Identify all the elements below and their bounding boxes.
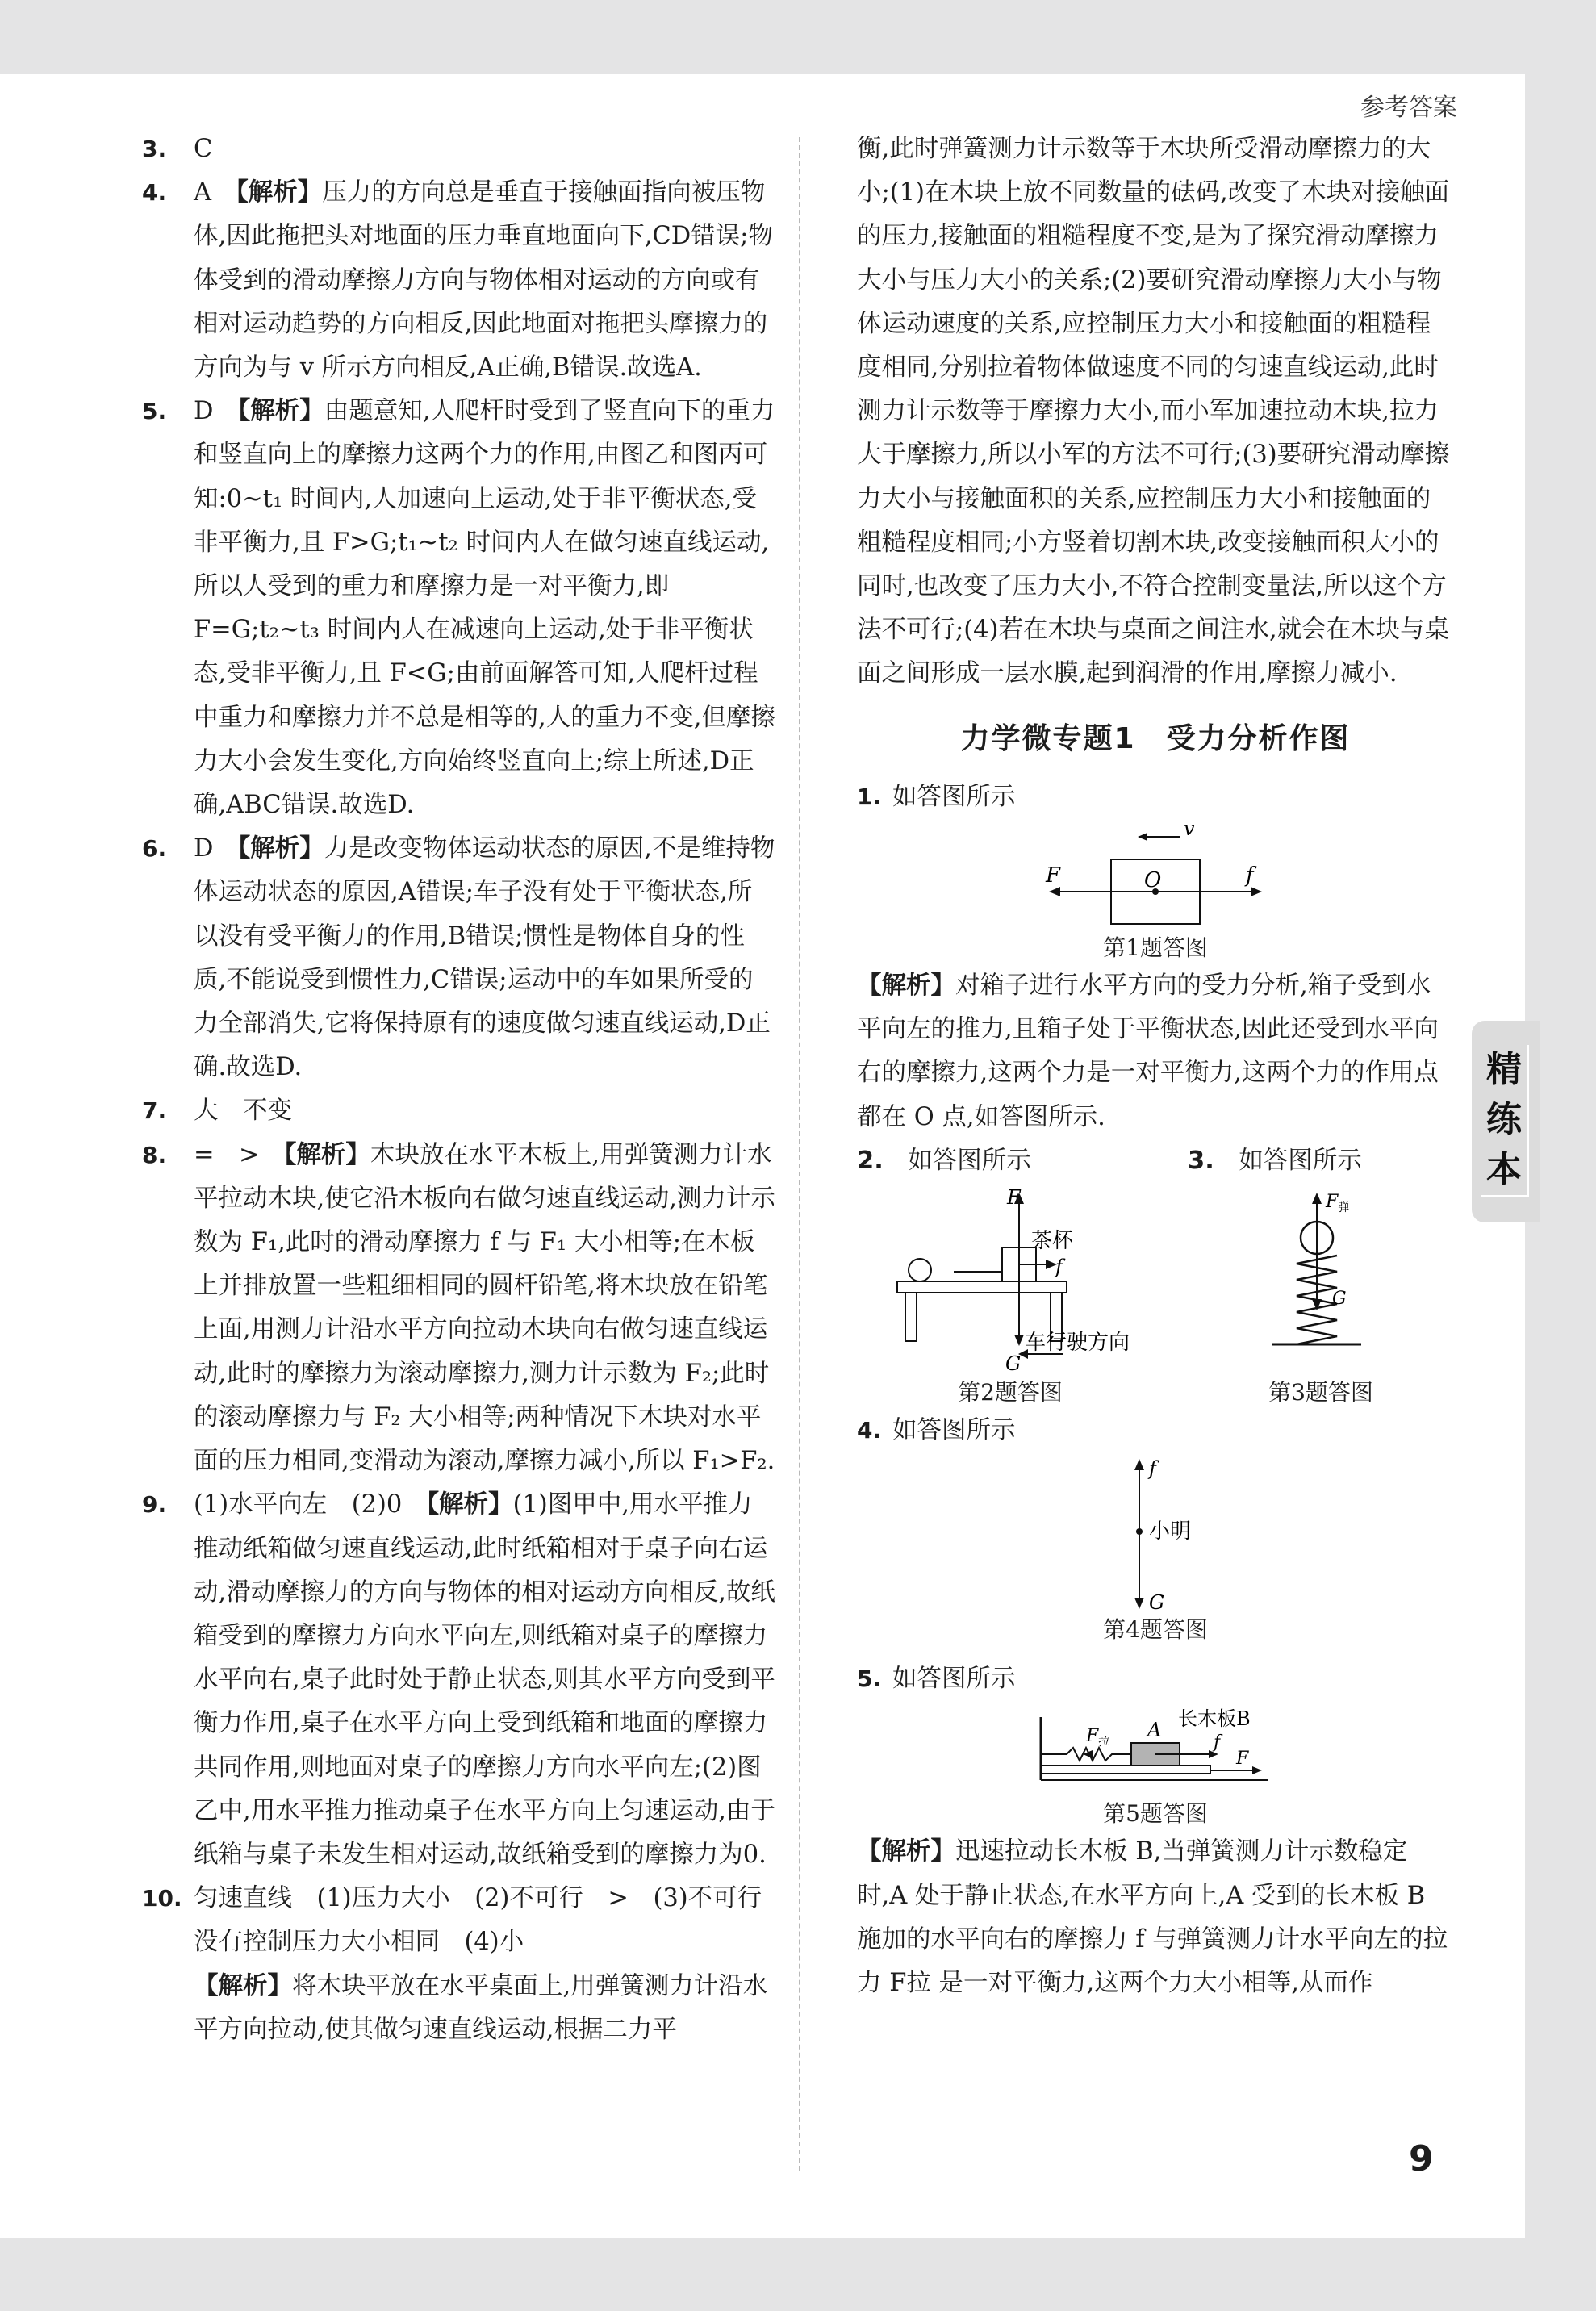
figure-item-3 xyxy=(1188,1139,1454,1409)
column-divider xyxy=(799,137,800,2171)
page-number: 9 xyxy=(1409,2138,1434,2179)
label-board: 长木板B xyxy=(1178,1707,1251,1731)
long-board-B xyxy=(1041,1766,1210,1774)
caption-1: 第1题答图 xyxy=(1103,934,1208,962)
item-number: 7. xyxy=(142,1097,167,1125)
item-number: 2. xyxy=(857,1146,884,1175)
side-tab-char: 练 xyxy=(1486,1099,1522,1140)
answer-item-6 xyxy=(139,827,776,1089)
item-answer: = > xyxy=(194,1140,285,1169)
force-F-arrowhead xyxy=(1049,887,1060,896)
analysis-tag: 【解析】 xyxy=(426,1490,513,1519)
force-G-arrowhead xyxy=(1134,1598,1144,1609)
analysis-text: 力是改变物体运动状态的原因,不是维持物体运动状态的原因,A错误;车子没有处于平衡状态,所以没有受平衡力的作用,B错误;惯性是物体自身的性质,不能说受到惯性力,C错误;运动中的车如果所受的力全部消失,它将保持原有的速度做匀速直线运动,D正确.故选D. xyxy=(194,834,775,1082)
answer-item-9 xyxy=(139,1483,776,1877)
item-text: 如答图所示 xyxy=(892,1665,1016,1694)
right-column xyxy=(857,127,1454,2005)
item-number: 8. xyxy=(142,1141,167,1168)
item-number: 5. xyxy=(857,1665,882,1693)
label-f: f xyxy=(1246,863,1254,888)
label-F: F xyxy=(1236,1749,1249,1770)
ball xyxy=(909,1259,931,1281)
force-f-arrowhead xyxy=(1251,887,1262,896)
caption-2: 第2题答图 xyxy=(958,1379,1063,1406)
analysis-tag: 【解析】 xyxy=(237,397,324,426)
item-text: 如答图所示 xyxy=(892,1416,1016,1445)
item-answer: D xyxy=(194,397,238,426)
analysis-tag: 【解析】 xyxy=(857,972,955,1001)
side-tab-char: 精 xyxy=(1486,1049,1522,1090)
item-text: 如答图所示 xyxy=(1239,1146,1362,1175)
table-top xyxy=(897,1281,1067,1293)
item-number: 3. xyxy=(142,136,167,162)
label-direction: 车行驶方向 xyxy=(1025,1331,1130,1356)
label-A: A xyxy=(1147,1719,1162,1742)
item-number: 6. xyxy=(142,835,167,863)
item-answer: 大 不变 xyxy=(194,1097,292,1126)
label-G: G xyxy=(1005,1352,1022,1376)
figure-2-cup-forces xyxy=(873,1183,1147,1377)
figure-5-board-forces xyxy=(1034,1701,1276,1798)
analysis-text: 压力的方向总是垂直于接触面指向被压物体,因此拖把头对地面的压力垂直地面向下,CD错误;物体受到的滑动摩擦力方向与物体相对运动的方向或有相对运动趋势的方向相反,因此地面对拖把头摩擦力的方向为与 v 所示方向相反,A正确,B错误.故选A. xyxy=(194,178,773,382)
force-f-arrowhead xyxy=(1134,1459,1144,1470)
figure-3-spring-forces xyxy=(1240,1183,1402,1377)
caption-3: 第3题答图 xyxy=(1268,1379,1373,1406)
label-F-pull: $F_拉$ xyxy=(1086,1726,1110,1749)
label-f: f xyxy=(1214,1732,1221,1753)
force-F-arrowhead xyxy=(1312,1193,1322,1204)
side-tab-char: 本 xyxy=(1486,1149,1522,1190)
figure-item-4 xyxy=(857,1409,1454,1452)
item-answer: (1)水平向左 (2)0 xyxy=(194,1490,427,1519)
label-cup: 茶杯 xyxy=(1031,1229,1074,1254)
answer-item-3 xyxy=(139,127,776,171)
label-O: O xyxy=(1144,868,1162,893)
table-leg-left xyxy=(905,1293,917,1341)
item-number: 1. xyxy=(857,783,882,810)
analysis-text: 对箱子进行水平方向的受力分析,箱子受到水平向左的推力,且箱子处于平衡状态,因此还受到水平向右的摩擦力,这两个力是一对平衡力,这两个力的作用点都在 O 点,如答图所示. xyxy=(857,972,1439,1131)
label-F: F xyxy=(1046,863,1061,888)
item-answer: C xyxy=(194,135,213,163)
label-v: v xyxy=(1184,819,1195,841)
label-F: F xyxy=(1007,1186,1021,1210)
label-f: f xyxy=(1149,1457,1156,1481)
analysis-tag: 【解析】 xyxy=(857,1837,955,1866)
analysis-tag: 【解析】 xyxy=(236,178,323,207)
label-G: G xyxy=(1149,1591,1165,1615)
item-number: 5. xyxy=(142,398,167,425)
answer-item-5 xyxy=(139,390,776,827)
item-text: 如答图所示 xyxy=(892,782,1016,811)
force-G-arrowhead xyxy=(1014,1335,1024,1346)
side-tab xyxy=(1472,1021,1540,1222)
figure-item-1 xyxy=(857,775,1454,819)
item-number: 4. xyxy=(857,1417,882,1444)
item-number: 4. xyxy=(142,179,167,207)
answer-item-7 xyxy=(139,1089,776,1133)
label-name: 小明 xyxy=(1149,1519,1192,1544)
answer-item-4 xyxy=(139,171,776,390)
force-F-arrowhead xyxy=(1252,1766,1262,1774)
figure-4-person-forces xyxy=(1075,1452,1236,1614)
caption-4: 第4题答图 xyxy=(1103,1616,1208,1644)
item-number: 10. xyxy=(142,1885,182,1912)
items-2-3-row xyxy=(857,1139,1454,1409)
answer-item-10 xyxy=(139,1877,787,2052)
section-title: 力学微专题1 受力分析作图 xyxy=(960,721,1351,755)
figure-1-box-forces xyxy=(1034,819,1276,932)
item-answer: 匀速直线 (1)压力大小 (2)不可行 > (3)不可行 没有控制压力大小相同 (4)小 xyxy=(194,1884,787,1957)
item-number: 3. xyxy=(1188,1146,1214,1175)
item-number: 9. xyxy=(142,1491,167,1519)
analysis-tag: 【解析】 xyxy=(284,1140,370,1169)
analysis-text: 由题意知,人爬杆时受到了竖直向下的重力和竖直向上的摩擦力这两个力的作用,由图乙和图丙可知:0~t₁ 时间内,人加速向上运动,处于非平衡状态,受非平衡力,且 F>G;t₁~t₂ 时间内人在做匀速直线运动,所以人受到的重力和摩擦力是一对平衡力,即 F=G;t₂~t₃ 时间内人在减速向上运动,处于非平衡状态,受非平衡力,且 F<G;由前面解答可知,人爬杆过程中重力和摩擦力并不总是相等的,人的重力不变,但摩擦力大小会发生变化,方向始终竖直向上;综上所述,D正确,ABC错误.故选D. xyxy=(194,397,775,820)
label-F-spring: $F_弹$ xyxy=(1326,1192,1350,1215)
caption-5: 第5题答图 xyxy=(1103,1800,1208,1828)
figure-item-5 xyxy=(857,1657,1454,1701)
person-point xyxy=(1136,1528,1143,1535)
analysis-text: 迅速拉动长木板 B,当弹簧测力计示数稳定时,A 处于静止状态,在水平方向上,A 受到的长木板 B 施加的水平向右的摩擦力 f 与弹簧测力计水平向左的拉力 F拉 是一对平衡力,这两个力大小相等,从而作 xyxy=(857,1837,1448,1998)
item-answer: D xyxy=(194,834,238,863)
side-tab-label xyxy=(1481,1045,1529,1197)
continued-analysis: 衡,此时弹簧测力计示数等于木块所受滑动摩擦力的大小;(1)在木块上放不同数量的砝码,改变了木块对接触面的压力,接触面的粗糙程度不变,是为了探究滑动摩擦力大小与压力大小的关系;(2)要研究滑动摩擦力大小与物体运动速度的关系,应控制压力大小和接触面的粗糙程度相同,分别拉着物体做速度不同的匀速直线运动,此时测力计示数等于摩擦力大小,而小军加速拉动木块,拉力大于摩擦力,所以小军的方法不可行;(3)要研究滑动摩擦力大小与接触面积的关系,应控制压力大小和接触面的粗糙程度相同;小方竖着切割木块,改变接触面积大小的同时,也改变了压力大小,不符合控制变量法,所以这个方法不可行;(4)若在木块与桌面之间注水,就会在木块与桌面之间形成一层水膜,起到润滑的作用,摩擦力减小. xyxy=(857,135,1450,688)
analysis-text: (1)图甲中,用水平推力推动纸箱做匀速直线运动,此时纸箱相对于桌子向右运动,滑动摩擦力的方向与物体的相对运动方向相反,故纸箱受到的摩擦力方向水平向左,则纸箱对桌子的摩擦力水平向右,桌子此时处于静止状态,则其水平方向受到平衡力作用,桌子在水平方向上受到纸箱和地面的摩擦力共同作用,则地面对桌子的摩擦力方向水平向左;(2)图乙中,用水平推力推动桌子在水平方向上匀速运动,由于纸箱与桌子未发生相对运动,故纸箱受到的摩擦力为0. xyxy=(194,1490,775,1869)
label-f: f xyxy=(1055,1256,1063,1279)
analysis-tag: 【解析】 xyxy=(194,1971,292,2000)
figure-item-2 xyxy=(857,1139,1164,1409)
velocity-arrowhead xyxy=(1138,833,1147,841)
item-text: 如答图所示 xyxy=(908,1146,1031,1175)
analysis-text: 将木块平放在水平桌面上,用弹簧测力计沿水平方向拉动,使其做匀速直线运动,根据二力平 xyxy=(194,1971,768,2044)
label-G: G xyxy=(1332,1289,1347,1310)
analysis-tag: 【解析】 xyxy=(237,834,324,863)
answer-item-8 xyxy=(139,1134,776,1484)
left-column xyxy=(139,127,787,2052)
analysis-text: 木块放在水平木板上,用弹簧测力计水平拉动木块,使它沿木板向右做匀速直线运动,测力计示数为 F₁,此时的滑动摩擦力 f 与 F₁ 大小相等;在木板上并排放置一些粗细相同的圆杆铅笔,将木块放在铅笔上面,用测力计沿水平方向拉动木块向右做匀速直线运动,此时的摩擦力为滚动摩擦力,测力计示数为 F₂;此时的滚动摩擦力与 F₂ 大小相等;两种情况下木块对水平面的压力相同,变滑动为滚动,摩擦力减小,所以 F₁>F₂. xyxy=(194,1140,775,1476)
page-header: 参考答案 xyxy=(1360,94,1457,122)
item-answer: A xyxy=(194,178,236,207)
